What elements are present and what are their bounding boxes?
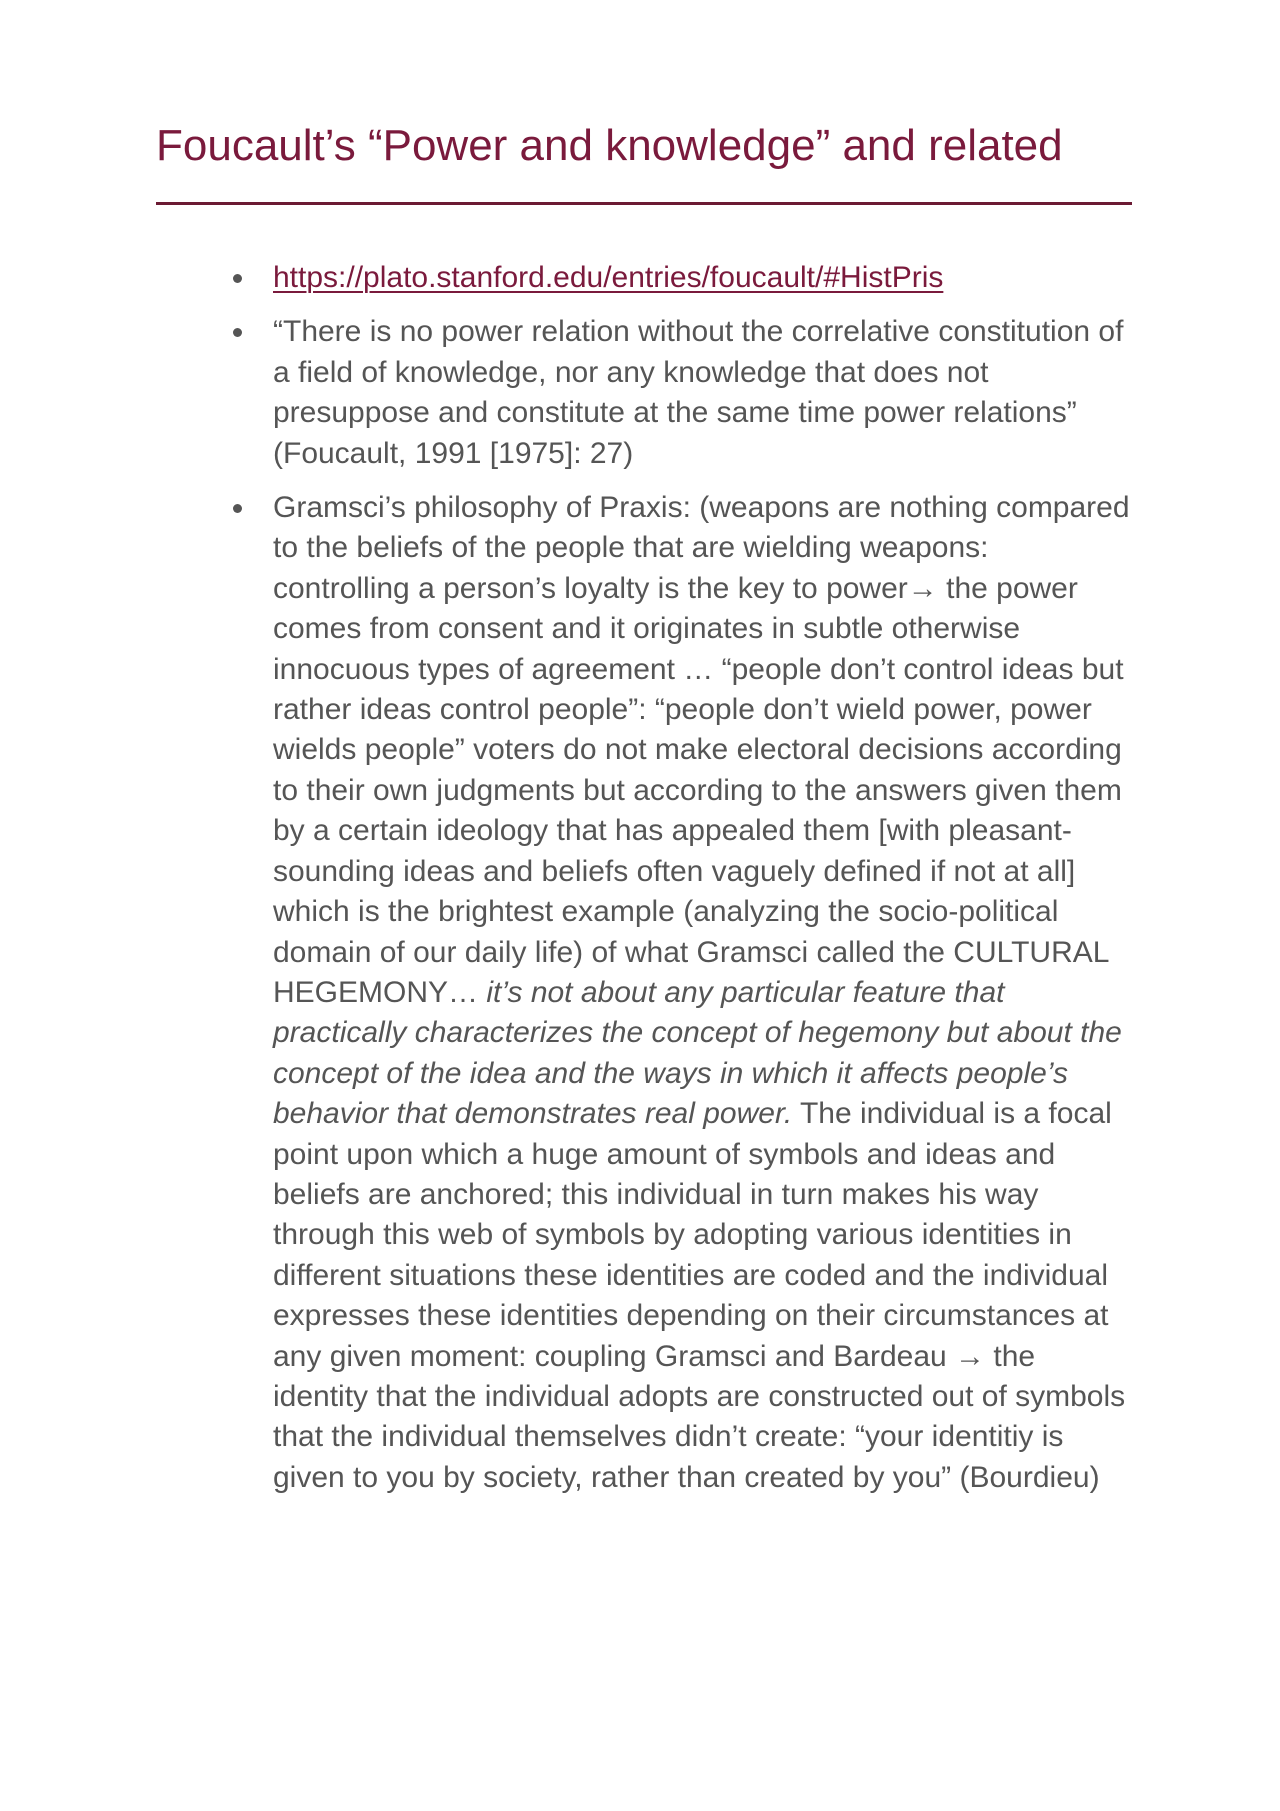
title-divider	[156, 202, 1132, 205]
bullet-list	[230, 258, 1130, 1512]
list-item	[230, 488, 1130, 1498]
bullet-icon	[233, 504, 242, 513]
stanford-link[interactable]: https://plato.stanford.edu/entries/foucault/#HistPris	[273, 261, 944, 294]
gramsci-italic-text: it’s not about any particular feature that practically characterizes the concept of hegemony but about the concept of the idea and the ways in which it affects people’s behavior that demonstrates real power.	[273, 975, 1122, 1131]
list-item	[230, 312, 1130, 474]
list-item	[230, 258, 1130, 298]
identity-text: The individual is a focal point upon which a huge amount of symbols and ideas and beliefs are anchored; this individual in turn makes his way through this web of symbols by adopting various identities in different situations these identities are coded and the individual expresses these identities depending on their circumstances at any given moment: coupling Gramsci and Bardeau → the identity that the individual adopts are constructed out of symbols that the individual themselves didn’t create: “your identitiy is given to you by society, rather than created by you” (Bourdieu)	[273, 1097, 1126, 1494]
bullet-icon	[233, 274, 242, 283]
gramsci-text: Gramsci’s philosophy of Praxis: (weapons are nothing compared to the beliefs of the people that are wielding weapons: controlling a person’s loyalty is the key to power→ the power comes from consent and it originates in subtle otherwise innocuous types of agreement … “people don’t control ideas but rather ideas control people”: “people don’t wield power, power wields people” voters do not make electoral decisions according to their own judgments but according to the answers given them by a certain ideology that has appealed them [with pleasant-sounding ideas and beliefs often vaguely defined if not at all] which is the brightest example (analyzing the socio-political domain of our daily life) of what Gramsci called the CULTURAL HEGEMONY…	[273, 491, 1130, 1009]
foucault-quote: “There is no power relation without the correlative constitution of a field of knowledge, nor any knowledge that does not presuppose and constitute at the same time power relations” (Foucault, 1991 [1975]: 27)	[273, 315, 1124, 470]
bullet-icon	[233, 328, 242, 337]
page-title: Foucault’s “Power and knowledge” and related	[156, 121, 1063, 170]
